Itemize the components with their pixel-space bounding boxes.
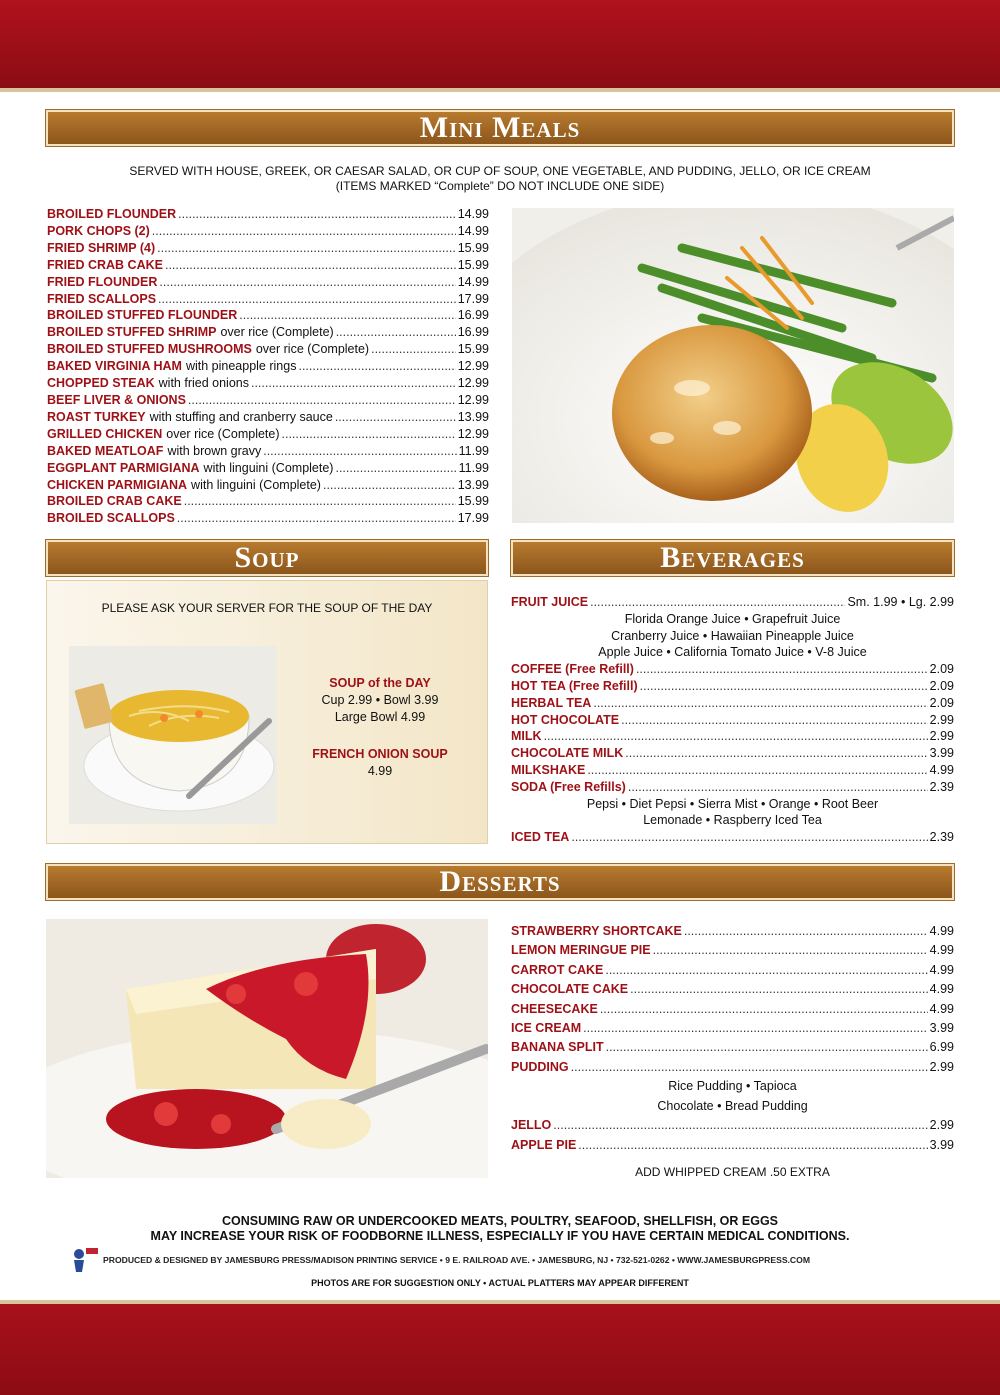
mini-meal-price: 15.99 [457, 342, 489, 357]
desserts-list [511, 922, 954, 1180]
leader-dots [600, 1000, 928, 1019]
desserts-title: Desserts [439, 865, 561, 898]
leader-dots [152, 223, 456, 240]
soup-header [46, 540, 488, 576]
mini-meal-description: over rice (Complete) [220, 325, 334, 340]
dessert-name: CARROT CAKE [511, 962, 604, 977]
bev-fruit-juice-row [511, 594, 954, 611]
mini-meal-description: over rice (Complete) [255, 342, 370, 357]
mini-meal-name: BROILED STUFFED SHRIMP [47, 325, 217, 340]
top-band-trim [0, 88, 1000, 92]
leader-dots [165, 257, 456, 274]
mini-meal-row [47, 291, 489, 308]
beverage-name: HERBAL TEA [511, 695, 592, 710]
whipped-cream-note: ADD WHIPPED CREAM .50 EXTRA [635, 1165, 830, 1180]
dessert-row [511, 1058, 954, 1077]
mini-meal-name: BROILED FLOUNDER [47, 207, 177, 221]
beverage-row [511, 678, 954, 695]
mini-meal-row [47, 477, 489, 494]
mini-meal-description: with fried onions [158, 376, 249, 391]
dessert-price: 2.99 [929, 1059, 954, 1074]
mini-meal-price: 12.99 [457, 376, 489, 391]
mini-meal-row [47, 392, 489, 409]
leader-dots [371, 341, 456, 358]
mini-meal-name: BAKED VIRGINIA HAM [47, 359, 182, 374]
mini-meal-row [47, 375, 489, 392]
beverage-price: 2.39 [929, 779, 954, 794]
bev-fruit-juice-name: FRUIT JUICE [511, 595, 589, 609]
mini-meal-price: 13.99 [457, 409, 489, 424]
bev-fruit-juice-price: Sm. 1.99 • Lg. 2.99 [847, 595, 954, 609]
soda-line-2: Lemonade • Raspberry Iced Tea [643, 813, 822, 828]
leader-dots [583, 1019, 928, 1038]
leader-dots [684, 922, 928, 941]
mini-meal-price: 15.99 [457, 494, 489, 509]
dessert-name: ICE CREAM [511, 1021, 582, 1036]
mini-meal-row [47, 426, 489, 443]
leader-dots [640, 678, 928, 695]
dessert-price: 2.99 [929, 1118, 954, 1133]
leader-dots [157, 240, 456, 257]
leader-dots [323, 477, 456, 494]
dessert-items [511, 922, 954, 1077]
mini-meal-name: BEEF LIVER & ONIONS [47, 392, 186, 407]
beverage-name: MILKSHAKE [511, 762, 586, 777]
mini-meal-price: 17.99 [457, 511, 489, 526]
food-warning-line2: MAY INCREASE YOUR RISK OF FOODBORNE ILLNESS, ESPECIALLY IF YOU HAVE CERTAIN MEDICAL CONDITIONS. [150, 1229, 850, 1243]
beverage-row [511, 712, 954, 729]
beverage-price: 2.09 [929, 662, 954, 677]
french-onion-name: FRENCH ONION SOUP [312, 747, 448, 761]
beverage-row [511, 779, 954, 796]
mini-meals-note-line1: SERVED WITH HOUSE, GREEK, OR CAESAR SALAD, OR CUP OF SOUP, ONE VEGETABLE, AND PUDDING, JELLO, OR ICE CREAM [129, 164, 871, 178]
beverage-name: COFFEE (Free Refill) [511, 662, 634, 677]
soup-prices [290, 675, 470, 780]
beverage-name: HOT TEA (Free Refill) [511, 678, 638, 693]
mini-meals-note-line2: (ITEMS MARKED “Complete” DO NOT INCLUDE ONE SIDE) [335, 179, 665, 193]
leader-dots [239, 307, 455, 324]
dessert-row [511, 1038, 954, 1057]
mini-meal-name: CHICKEN PARMIGIANA [47, 477, 188, 492]
mini-meal-row [47, 510, 489, 527]
soup-of-day-name: SOUP of the DAY [329, 676, 431, 690]
dessert-price: 3.99 [929, 1021, 954, 1036]
beverage-price: 2.09 [929, 695, 954, 710]
pudding-line-2: Chocolate • Bread Pudding [657, 1098, 808, 1113]
leader-dots [158, 291, 456, 308]
cheesecake-photo [46, 919, 488, 1178]
soup-of-day-large: Large Bowl 4.99 [334, 710, 426, 724]
mini-meal-row [47, 324, 489, 341]
leader-dots [336, 324, 456, 341]
soda-line-1: Pepsi • Diet Pepsi • Sierra Mist • Orange • Root Beer [586, 796, 879, 811]
dessert-row [511, 1019, 954, 1038]
mini-meal-name: ROAST TURKEY [47, 409, 146, 424]
beverages-title: Beverages [660, 541, 805, 574]
beverages-header [511, 540, 954, 576]
mini-meal-price: 16.99 [457, 325, 489, 340]
leader-dots [593, 695, 927, 712]
bev-iced-tea-price: 2.39 [929, 830, 954, 845]
juice-line-2: Cranberry Juice • Hawaiian Pineapple Juice [611, 628, 854, 643]
leader-dots [335, 460, 456, 477]
dessert-name: LEMON MERINGUE PIE [511, 943, 651, 958]
dessert-row [511, 922, 954, 941]
soup-photo [69, 646, 277, 824]
mini-meal-name: GRILLED CHICKEN [47, 426, 163, 441]
leader-dots [544, 728, 928, 745]
leader-dots [578, 1136, 927, 1155]
leader-dots [571, 1058, 928, 1077]
mini-meal-name: BROILED STUFFED FLOUNDER [47, 308, 238, 323]
mini-meal-description: with stuffing and cranberry sauce [149, 409, 333, 424]
leader-dots [335, 409, 456, 426]
food-warning-line1: CONSUMING RAW OR UNDERCOOKED MEATS, POULTRY, SEAFOOD, SHELLFISH, OR EGGS [221, 1214, 779, 1228]
leader-dots [282, 426, 456, 443]
leader-dots [553, 1116, 927, 1135]
mini-meal-row [47, 274, 489, 291]
mini-meal-price: 14.99 [457, 207, 489, 221]
printer-logo [70, 1246, 100, 1272]
pudding-line-1: Rice Pudding • Tapioca [668, 1079, 797, 1094]
leader-dots [630, 980, 928, 999]
mini-meal-name: EGGPLANT PARMIGIANA [47, 460, 200, 475]
leader-dots [590, 594, 845, 611]
beverage-row [511, 661, 954, 678]
beverage-price: 4.99 [929, 762, 954, 777]
dessert-row [511, 1136, 954, 1155]
dessert-name: CHEESECAKE [511, 1001, 598, 1016]
mini-meal-row [47, 409, 489, 426]
beverage-name: SODA (Free Refills) [511, 779, 626, 794]
mini-meal-row [47, 240, 489, 257]
leader-dots [184, 493, 456, 510]
beverage-name: CHOCOLATE MILK [511, 746, 624, 761]
dessert-items-2 [511, 1116, 954, 1155]
leader-dots [628, 779, 928, 796]
bottom-band [0, 1304, 1000, 1395]
mini-meal-name: FRIED CRAB CAKE [47, 257, 163, 272]
mini-meal-price: 17.99 [457, 291, 489, 306]
mini-meal-price: 14.99 [457, 223, 489, 238]
mini-meal-price: 15.99 [457, 240, 489, 255]
leader-dots [636, 661, 928, 678]
mini-meal-price: 16.99 [457, 308, 489, 323]
dessert-name: BANANA SPLIT [511, 1040, 604, 1055]
mini-meal-row [47, 460, 489, 477]
french-onion-price: 4.99 [367, 764, 393, 778]
beverage-price: 2.99 [929, 729, 954, 744]
dessert-price: 4.99 [929, 924, 954, 938]
dessert-price: 4.99 [929, 982, 954, 997]
leader-dots [605, 961, 927, 980]
mini-meal-name: BROILED CRAB CAKE [47, 494, 182, 509]
mini-meal-description: with pineapple rings [185, 359, 297, 374]
dessert-price: 4.99 [929, 1001, 954, 1016]
mini-meals-note [46, 164, 954, 194]
beverages-list [511, 594, 954, 846]
beverage-name: MILK [511, 729, 542, 744]
mini-meal-name: FRIED SHRIMP (4) [47, 240, 156, 255]
leader-dots [263, 443, 456, 460]
mini-meal-price: 11.99 [458, 460, 489, 475]
dessert-row [511, 961, 954, 980]
mini-meal-row [47, 257, 489, 274]
dessert-name: CHOCOLATE CAKE [511, 982, 629, 997]
soup-ask-note: PLEASE ASK YOUR SERVER FOR THE SOUP OF THE DAY [101, 601, 433, 615]
photo-disclaimer: PHOTOS ARE FOR SUGGESTION ONLY • ACTUAL PLATTERS MAY APPEAR DIFFERENT [311, 1278, 689, 1288]
mini-meal-description: with linguini (Complete) [203, 460, 334, 475]
dessert-name: PUDDING [511, 1059, 569, 1074]
mini-meal-description: over rice (Complete) [166, 426, 280, 441]
mini-meals-header [46, 110, 954, 146]
mini-meal-row [47, 341, 489, 358]
printer-credit: PRODUCED & DESIGNED BY JAMESBURG PRESS/MADISON PRINTING SERVICE • 9 E. RAILROAD AVE. • JAMESBURG, NJ • 732-521-0262 • WWW.JAMESBURGPRESS.COM [103, 1255, 810, 1265]
bev-iced-tea-name: ICED TEA [511, 830, 570, 845]
juice-line-1: Florida Orange Juice • Grapefruit Juice [624, 611, 841, 626]
mini-meal-price: 12.99 [457, 359, 489, 374]
mini-meal-row [47, 358, 489, 375]
beverage-row [511, 728, 954, 745]
mini-meal-price: 14.99 [457, 274, 489, 289]
leader-dots [177, 510, 456, 527]
leader-dots [188, 392, 456, 409]
beverage-price: 2.99 [929, 712, 954, 727]
mini-meal-price: 13.99 [457, 477, 489, 492]
bev-items [511, 661, 954, 795]
mini-meal-row [47, 443, 489, 460]
mini-meal-name: PORK CHOPS (2) [47, 223, 150, 238]
juice-line-3: Apple Juice • California Tomato Juice • V-8 Juice [598, 645, 867, 660]
dessert-row [511, 941, 954, 960]
dessert-row [511, 1116, 954, 1135]
mini-meal-description: with brown gravy [167, 443, 262, 458]
mini-meal-name: FRIED SCALLOPS [47, 291, 157, 306]
leader-dots [251, 375, 456, 392]
mini-meals-list [47, 206, 489, 527]
dessert-row [511, 980, 954, 999]
dessert-row [511, 1000, 954, 1019]
mini-meal-price: 11.99 [458, 443, 489, 458]
mini-meal-row [47, 206, 489, 223]
leader-dots [606, 1038, 928, 1057]
beverage-row [511, 745, 954, 762]
beverage-row [511, 695, 954, 712]
dessert-price: 3.99 [929, 1137, 954, 1152]
leader-dots [298, 358, 455, 375]
leader-dots [571, 829, 927, 846]
mini-meal-price: 15.99 [457, 257, 489, 272]
leader-dots [159, 274, 455, 291]
food-warning [0, 1214, 1000, 1244]
leader-dots [653, 941, 928, 960]
mini-meals-title: Mini Meals [419, 111, 581, 144]
mini-meal-name: FRIED FLOUNDER [47, 274, 158, 289]
mini-meal-name: BROILED STUFFED MUSHROOMS [47, 342, 252, 357]
mini-meal-name: BAKED MEATLOAF [47, 443, 164, 458]
dessert-name: STRAWBERRY SHORTCAKE [511, 924, 682, 938]
soup-title: Soup [234, 541, 300, 574]
dessert-name: APPLE PIE [511, 1137, 577, 1152]
dessert-price: 4.99 [929, 943, 954, 958]
beverage-price: 3.99 [929, 746, 954, 761]
mini-meal-name: BROILED SCALLOPS [47, 511, 175, 526]
mini-meal-name: CHOPPED STEAK [47, 376, 155, 391]
leader-dots [621, 712, 928, 729]
beverage-price: 2.09 [929, 678, 954, 693]
leader-dots [587, 762, 927, 779]
beverage-name: HOT CHOCOLATE [511, 712, 620, 727]
mini-meal-price: 12.99 [457, 392, 489, 407]
mini-meal-description: with linguini (Complete) [191, 477, 321, 492]
mini-meal-price: 12.99 [457, 426, 489, 441]
mini-meal-row [47, 307, 489, 324]
dessert-price: 6.99 [929, 1040, 954, 1055]
dessert-price: 4.99 [929, 962, 954, 977]
top-band [0, 0, 1000, 88]
bev-iced-tea-row [511, 829, 954, 846]
mini-meal-row [47, 223, 489, 240]
dessert-name: JELLO [511, 1118, 552, 1133]
leader-dots [625, 745, 927, 762]
leader-dots [178, 206, 456, 223]
soup-of-day-prices: Cup 2.99 • Bowl 3.99 [321, 693, 439, 707]
beverage-row [511, 762, 954, 779]
crab-cake-photo [512, 208, 954, 523]
mini-meal-row [47, 493, 489, 510]
desserts-header [46, 864, 954, 900]
